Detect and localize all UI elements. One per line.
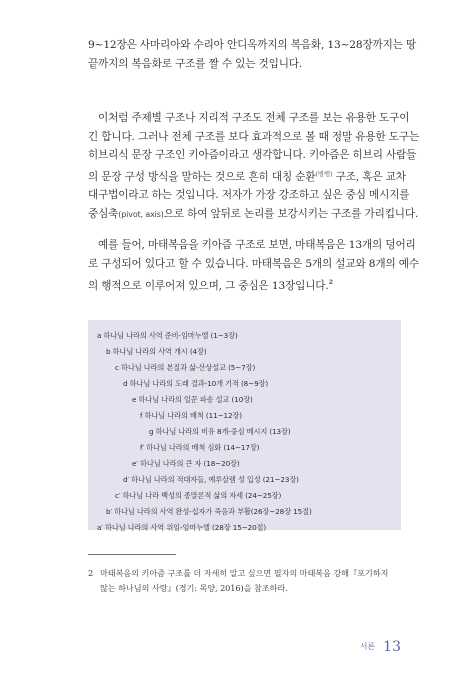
paragraph-2 bbox=[88, 109, 420, 225]
text-line: 대구법이라고 하는 것입니다. 저자가 가장 강조하고 싶은 중심 메시지를 bbox=[88, 189, 410, 202]
footnote-divider bbox=[88, 554, 176, 555]
chiasm-line-g: g 하나님 나라의 비유 8개-중심 메시지 (13장) bbox=[149, 427, 291, 436]
text-line: 9~12장은 사마리아와 수리아 안디옥까지의 복음화, 13~28장까지는 땅 bbox=[88, 39, 417, 51]
chiasm-line-f: f 하나님 나라의 배척 (11~12장) bbox=[140, 411, 242, 420]
text-segment: 중심축 bbox=[88, 207, 119, 220]
chiasm-line-b: b 하나님 나라의 사역 개시 (4장) bbox=[106, 347, 207, 356]
pivot-term: (pivot, axis) bbox=[118, 209, 164, 219]
text-line: 이처럼 주제별 구조나 지리적 구조도 전체 구조를 보는 유용한 도구이 bbox=[98, 112, 410, 124]
chiasm-line-e: e 하나님 나라의 일꾼 파송 설교 (10장) bbox=[132, 395, 253, 404]
text-line: 끝까지의 복음화로 구조를 짤 수 있는 것입니다. bbox=[88, 57, 303, 70]
chiasm-line-f-prime: f′ 하나님 나라의 배척 심화 (14~17장) bbox=[140, 443, 260, 452]
text-segment: 으로 하여 앞뒤로 논리를 보강시키는 구조를 가리킵니다. bbox=[163, 207, 419, 220]
paragraph-3 bbox=[88, 236, 419, 296]
superscript-note: (병행) bbox=[315, 169, 333, 178]
text-segment: 구조, 혹은 교차 bbox=[332, 170, 406, 183]
text-line: 로 구성되어 있다고 할 수 있습니다. 마태복음은 5개의 설교와 8개의 예수 bbox=[88, 257, 419, 270]
chiasm-line-a-prime: a′ 하나님 나라의 사역 위임-임마누엘 (28장 15~20절) bbox=[97, 523, 267, 532]
chiasm-structure-box bbox=[88, 320, 401, 530]
chiasm-line-d: d 하나님 나라의 도래 결과-10개 기적 (8~9장) bbox=[123, 379, 269, 388]
text-segment: 의 문장 구성 방식을 말하는 것으로 흔히 대칭 순환 bbox=[88, 170, 316, 183]
chiasm-line-c-prime: c′ 하나님 나라 백성의 종말론적 삶의 자세 (24~25장) bbox=[115, 491, 282, 500]
footnote bbox=[88, 566, 404, 596]
footnote-mark[interactable]: 2 bbox=[328, 278, 333, 287]
text-line bbox=[88, 273, 400, 296]
footnote-line: 않는 하나님의 사랑』(경기: 목양, 2016)을 참조하라. bbox=[100, 583, 288, 593]
footnote-text: 마태복음의 키아즘 구조를 더 자세히 알고 싶으면 필자의 마태복음 강해『포기하지 bbox=[100, 568, 389, 578]
paragraph-1 bbox=[88, 36, 417, 73]
text-line bbox=[88, 165, 406, 187]
running-footer-label: 서론 bbox=[359, 642, 376, 651]
page-number: 13 bbox=[383, 639, 401, 655]
chiasm-line-c: c 하나님 나라의 본질과 삶-산상설교 (5~7장) bbox=[115, 363, 256, 372]
page-footer bbox=[360, 636, 401, 655]
text-line bbox=[88, 205, 419, 225]
chiasm-line-d-prime: d′ 하나님 나라의 적대자들, 예루살렘 성 입성 (21~23장) bbox=[123, 475, 299, 484]
text-line: 긴 합니다. 그러나 전체 구조를 보다 효과적으로 볼 때 정말 유용한 도구는 bbox=[88, 130, 420, 143]
chiasm-line-a: a 하나님 나라의 사역 준비-임마누엘 (1~3장) bbox=[97, 331, 238, 340]
footnote-line bbox=[88, 566, 404, 581]
text-line: 히브리식 문장 구조인 키아즘이라고 생각합니다. 키아즘은 히브리 사람들 bbox=[88, 149, 417, 162]
chiasm-line-b-prime: b′ 하나님 나라의 사역 완성-십자가 죽음과 부활(26장~28장 15절) bbox=[106, 507, 312, 516]
text-segment: 의 행적으로 이루어져 있으며, 그 중심은 13장입니다. bbox=[88, 280, 329, 293]
text-line: 예를 들어, 마태복음을 키아즘 구조로 보면, 마태복음은 13개의 덩어리 bbox=[98, 239, 416, 251]
chiasm-line-e-prime: e′ 하나님 나라의 큰 자 (18~20장) bbox=[132, 459, 240, 468]
footnote-number: 2 bbox=[88, 568, 94, 578]
